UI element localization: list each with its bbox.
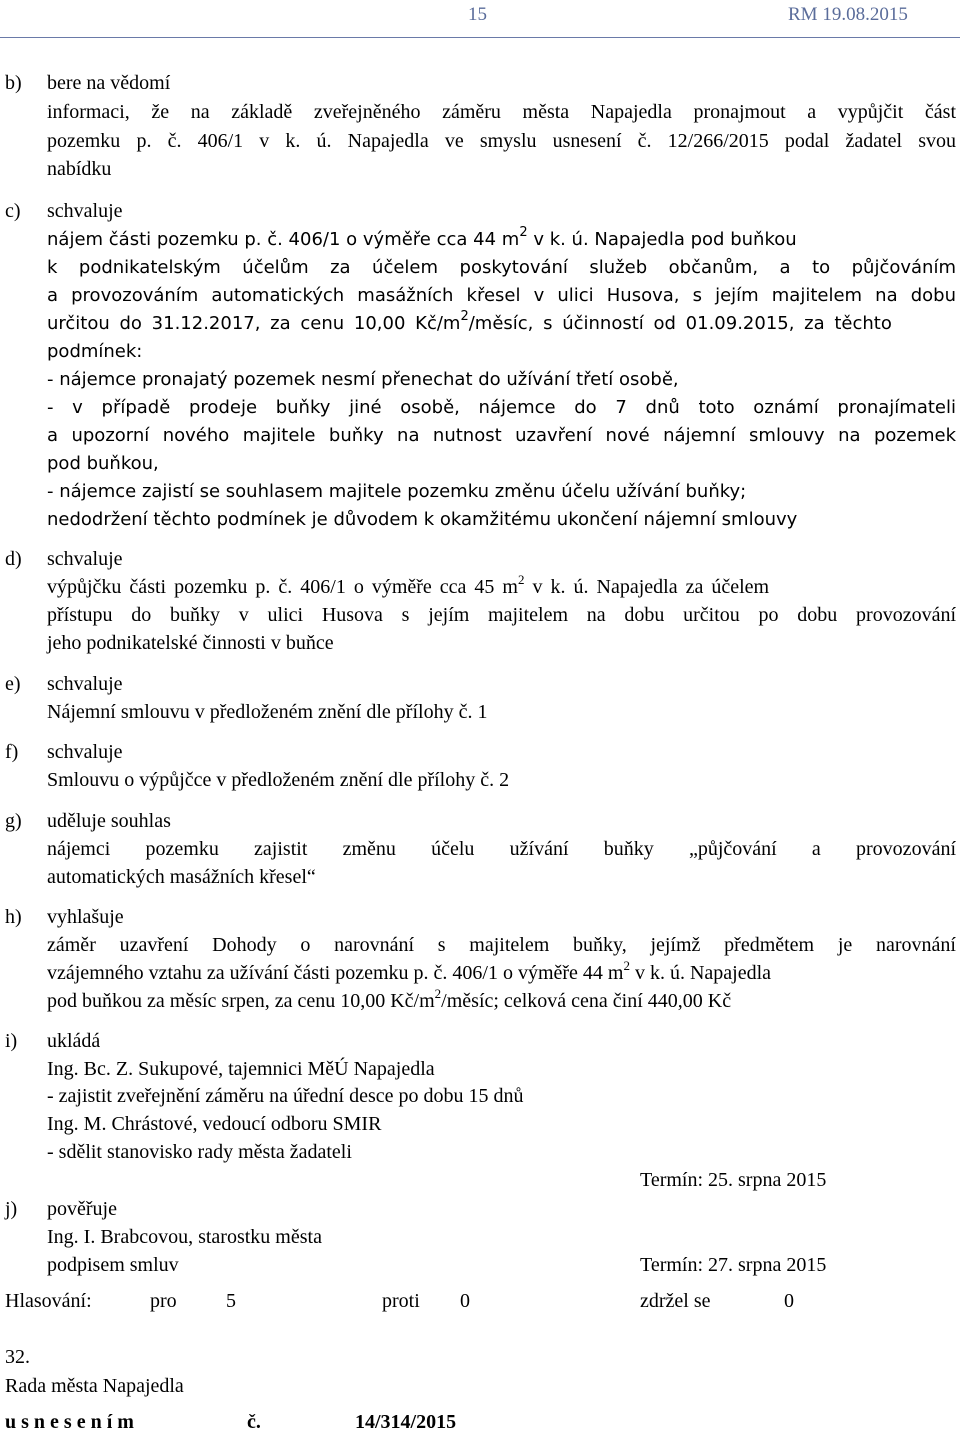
- item-number: 32.: [5, 1346, 30, 1368]
- body-line: k podnikatelským účelům za účelem poskytování služeb občanům, a to půjčováním: [47, 257, 956, 278]
- condition-line: pod buňkou,: [47, 453, 159, 474]
- header-rule: [0, 37, 960, 38]
- section-label: c): [5, 200, 21, 222]
- body-line: podmínek:: [47, 341, 143, 362]
- body-line: jeho podnikatelské činnosti v buňce: [47, 632, 334, 654]
- body-line: pozemku p. č. 406/1 v k. ú. Napajedla ve smyslu usnesení č. 12/266/2015 podal žadatel svou: [47, 130, 956, 152]
- body-line: přístupu do buňky v ulici Husova s jejím majitelem na dobu určitou po dobu provozování: [47, 604, 956, 626]
- page-number: 15: [468, 4, 487, 25]
- vote-label: Hlasování:: [5, 1290, 92, 1312]
- section-label: b): [5, 72, 22, 94]
- vote-abstain-label: zdržel se: [640, 1290, 711, 1312]
- condition-line: nedodržení těchto podmínek je důvodem k okamžitému ukončení nájemní smlouvy: [47, 509, 798, 530]
- body-line: záměr uzavření Dohody o narovnání s majitelem buňky, jejímž předmětem je narovnání: [47, 934, 956, 956]
- section-label: g): [5, 810, 22, 832]
- body-line: automatických masážních křesel“: [47, 866, 316, 888]
- body-line: Smlouvu o výpůjčce v předloženém znění dle přílohy č. 2: [47, 769, 510, 791]
- deadline: Termín: 25. srpna 2015: [640, 1169, 827, 1191]
- section-label: j): [5, 1198, 18, 1220]
- section-verb: uděluje souhlas: [47, 810, 171, 832]
- body-line: a provozováním automatických masážních křesel v ulici Husova, s jejím majitelem na dobu: [47, 285, 956, 306]
- body-line: vzájemného vztahu za užívání části pozemku p. č. 406/1 o výměře 44 $m^2$ v k. ú. Napajedla: [47, 958, 772, 984]
- condition-line: - nájemce pronajatý pozemek nesmí přenechat do užívání třetí osobě,: [47, 369, 679, 390]
- vote-proti-count: 0: [460, 1290, 470, 1312]
- section-verb: schvaluje: [47, 673, 123, 695]
- section-verb: schvaluje: [47, 741, 123, 763]
- body-line: podpisem smluv: [47, 1254, 179, 1276]
- section-label: i): [5, 1030, 18, 1052]
- document-reference: RM 19.08.2015: [788, 4, 908, 25]
- condition-line: - v případě prodeje buňky jiné osobě, nájemce do 7 dnů toto oznámí pronajímateli: [47, 397, 956, 418]
- body-line: nájem části pozemku p. č. 406/1 o výměře cca 44 $m^2$ v k. ú. Napajedla pod buňkou: [47, 225, 797, 250]
- body-line: Nájemní smlouvu v předloženém znění dle přílohy č. 1: [47, 701, 488, 723]
- body-line: - sdělit stanovisko rady města žadateli: [47, 1141, 352, 1163]
- section-verb: vyhlašuje: [47, 906, 124, 928]
- section-verb: schvaluje: [47, 200, 123, 222]
- body-line: nabídku: [47, 158, 112, 180]
- body-line: výpůjčku části pozemku p. č. 406/1 o výměře cca 45 $m^2$ v k. ú. Napajedla za účelem: [47, 572, 770, 598]
- deadline: Termín: 27. srpna 2015: [640, 1254, 827, 1276]
- vote-pro-count: 5: [226, 1290, 236, 1312]
- section-verb: pověřuje: [47, 1198, 117, 1220]
- body-line: nájemci pozemku zajistit změnu účelu užívání buňky „půjčování a provozování: [47, 838, 956, 860]
- resolution-label: u s n e s e n í m: [5, 1411, 134, 1433]
- resolution-c: č.: [247, 1411, 261, 1433]
- section-verb: schvaluje: [47, 548, 123, 570]
- condition-line: - nájemce zajistí se souhlasem majitele pozemku změnu účelu užívání buňky;: [47, 481, 747, 502]
- issuer: Rada města Napajedla: [5, 1375, 184, 1397]
- vote-abstain-count: 0: [784, 1290, 794, 1312]
- resolution-number: 14/314/2015: [355, 1411, 457, 1433]
- body-line: pod buňkou za měsíc srpen, za cenu 10,00 $Kč/m^2$/měsíc; celková cena činí 440,00 Kč: [47, 986, 732, 1012]
- vote-proti-label: proti: [382, 1290, 420, 1312]
- body-line: Ing. M. Chrástové, vedoucí odboru SMIR: [47, 1113, 382, 1135]
- body-line: určitou do 31.12.2017, za cenu 10,00 $Kč/m^2$/měsíc, s účinností od 01.09.2015, za těchto: [47, 309, 892, 334]
- body-line: Ing. I. Brabcovou, starostku města: [47, 1226, 322, 1248]
- condition-line: a upozorní nového majitele buňky na nutnost uzavření nové nájemní smlouvy na pozemek: [47, 425, 956, 446]
- body-line: - zajistit zveřejnění záměru na úřední desce po dobu 15 dnů: [47, 1085, 524, 1107]
- body-line: informaci, že na základě zveřejněného záměru města Napajedla pronajmout a vypůjčit část: [47, 101, 956, 123]
- vote-pro-label: pro: [150, 1290, 177, 1312]
- section-label: h): [5, 906, 22, 928]
- section-verb: ukládá: [47, 1030, 101, 1052]
- section-label: f): [5, 741, 19, 763]
- section-verb: bere na vědomí: [47, 72, 171, 94]
- body-line: Ing. Bc. Z. Sukupové, tajemnici MěÚ Napajedla: [47, 1058, 435, 1080]
- section-label: e): [5, 673, 21, 695]
- section-label: d): [5, 548, 22, 570]
